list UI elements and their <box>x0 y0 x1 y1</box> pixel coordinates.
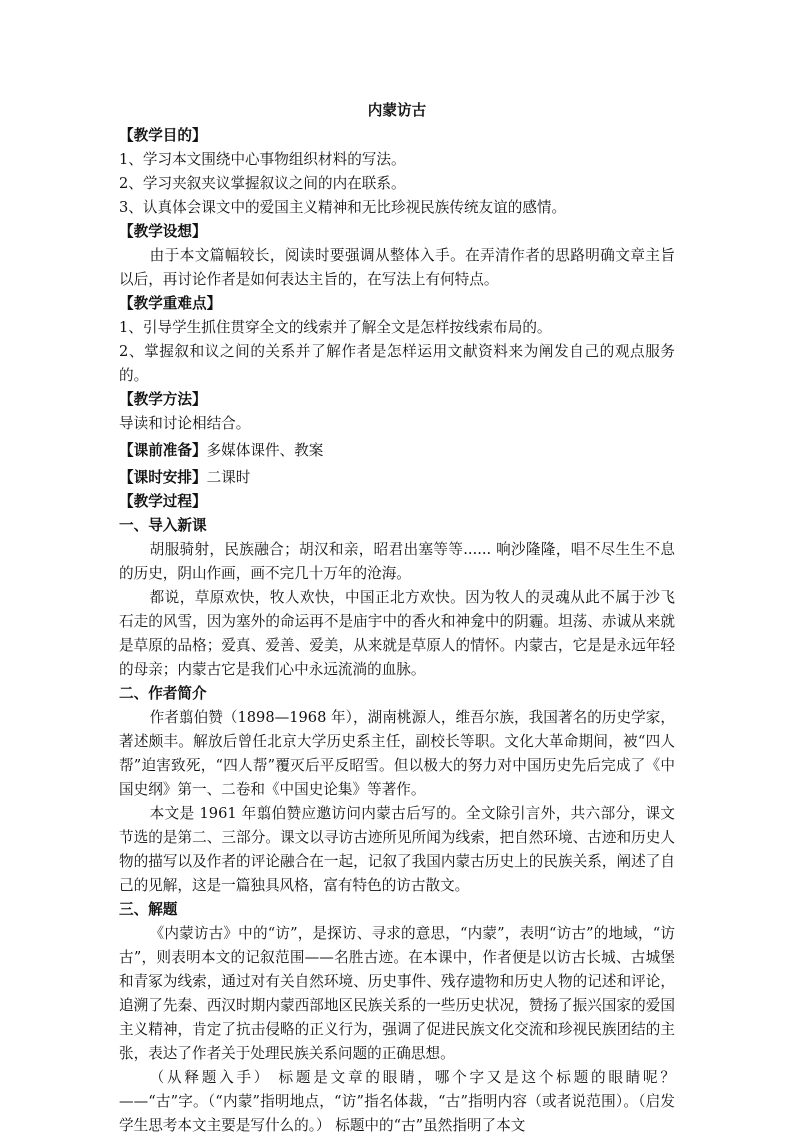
list-item: 3、认真体会课文中的爱国主义精神和无比珍视民族传统友谊的感情。 <box>119 199 567 216</box>
section-hours <box>119 466 675 490</box>
prep-text: 多媒体课件、教案 <box>206 442 324 459</box>
list-item: 1、引导学生抓住贯穿全文的线索并了解全文是怎样按线索布局的。 <box>119 319 552 336</box>
subsection-heading-intro: 一、导入新课 <box>119 517 207 534</box>
section-heading-purpose: 【教学目的】 <box>119 127 207 144</box>
section-heading-process: 【教学过程】 <box>119 493 207 510</box>
section-keypoints <box>119 292 675 388</box>
section-heading-method: 【教学方法】 <box>119 391 207 408</box>
section-process <box>119 490 675 1138</box>
paragraph: 都说，草原欢快，牧人欢快，中国正北方欢快。因为牧人的灵魂从此不属于沙飞石走的风雪，因为塞外的命运再不是庙宇中的香火和神龛中的阴霾。坦荡、赤诚从来就是草原的品格；爱真、爱善、爱美，从来就是草原人的情怀。内蒙古，它是是永远年轻的母亲；内蒙古它是我们心中永远流淌的血脉。 <box>119 589 675 678</box>
list-item: 2、掌握叙和议之间的关系并了解作者是怎样运用文献资料来为阐发自己的观点服务的。 <box>119 343 675 384</box>
paragraph: 导读和讨论相结合。 <box>119 415 251 432</box>
list-item: 2、学习夹叙夹议掌握叙议之间的内在联系。 <box>119 175 406 192</box>
section-purpose <box>119 124 675 220</box>
page-title: 内蒙访古 <box>367 102 427 119</box>
paragraph: 胡服骑射，民族融合；胡汉和亲，昭君出塞等等...... 响沙隆隆，唱不尽生生不息的历史，阴山作画，画不完几十万年的沧海。 <box>119 541 675 582</box>
hours-text: 二课时 <box>206 469 251 486</box>
list-item: 1、学习本文围绕中心事物组织材料的写法。 <box>119 151 406 168</box>
section-label-prep: 【课前准备】 <box>119 442 207 459</box>
section-prep <box>119 439 675 463</box>
subsection-heading-title-explain: 三、解题 <box>119 901 178 918</box>
section-heading-keypoints: 【教学重难点】 <box>119 295 222 312</box>
section-method <box>119 388 675 436</box>
paragraph: 《内蒙访古》中的“访”，是探访、寻求的意思，“内蒙”，表明“访古”的地域，“访古”，则表明本文的记叙范围——名胜古迹。在本课中，作者便是以访古长城、古城堡和青冢为线索，通过对有关自然环境、历史事件、残存遗物和历史人物的记述和评论，追溯了先秦、西汉时期内蒙西部地区民族关系的一些历史状况，赞扬了振兴国家的爱国主义精神，肯定了抗击侵略的正义行为，强调了促进民族文化交流和珍视民族团结的主张，表达了作者关于处理民族关系问题的正确思想。 <box>119 925 675 1062</box>
paragraph: 由于本文篇幅较长，阅读时要强调从整体入手。在弄清作者的思路明确文章主旨以后，再讨论作者是如何表达主旨的，在写法上有何特点。 <box>119 247 675 288</box>
paragraph: （从释题入手） 标题是文章的眼睛，哪个字又是这个标题的眼睛呢？——“古”字。（“内蒙”指明地点，“访”指名体裁，“古”指明内容（或者说范围）。（启发学生思考本文主要是写什么的。） 标题中的“古”虽然指明了本文 <box>119 1069 675 1134</box>
document-body <box>119 100 675 1138</box>
paragraph: 作者翦伯赞（1898—1968 年），湖南桃源人，维吾尔族，我国著名的历史学家，著述颇丰。解放后曾任北京大学历史系主任，副校长等职。文化大革命期间，被“四人帮”迫害致死，“四人帮”覆灭后平反昭雪。但以极大的努力对中国历史先后完成了《中国史纲》第一、二卷和《中国史论集》等著作。 <box>119 709 675 798</box>
section-heading-idea: 【教学设想】 <box>119 223 207 240</box>
paragraph: 本文是 1961 年翦伯赞应邀访问内蒙古后写的。全文除引言外，共六部分，课文节选的是第二、三部分。课文以寻访古迹所见所闻为线索，把自然环境、古迹和历史人物的描写以及作者的评论融合在一起，记叙了我国内蒙古历史上的民族关系，阐述了自己的见解，这是一篇独具风格，富有特色的访古散文。 <box>119 805 675 894</box>
section-label-hours: 【课时安排】 <box>119 469 207 486</box>
section-idea <box>119 220 675 292</box>
subsection-heading-author: 二、作者简介 <box>119 685 207 702</box>
